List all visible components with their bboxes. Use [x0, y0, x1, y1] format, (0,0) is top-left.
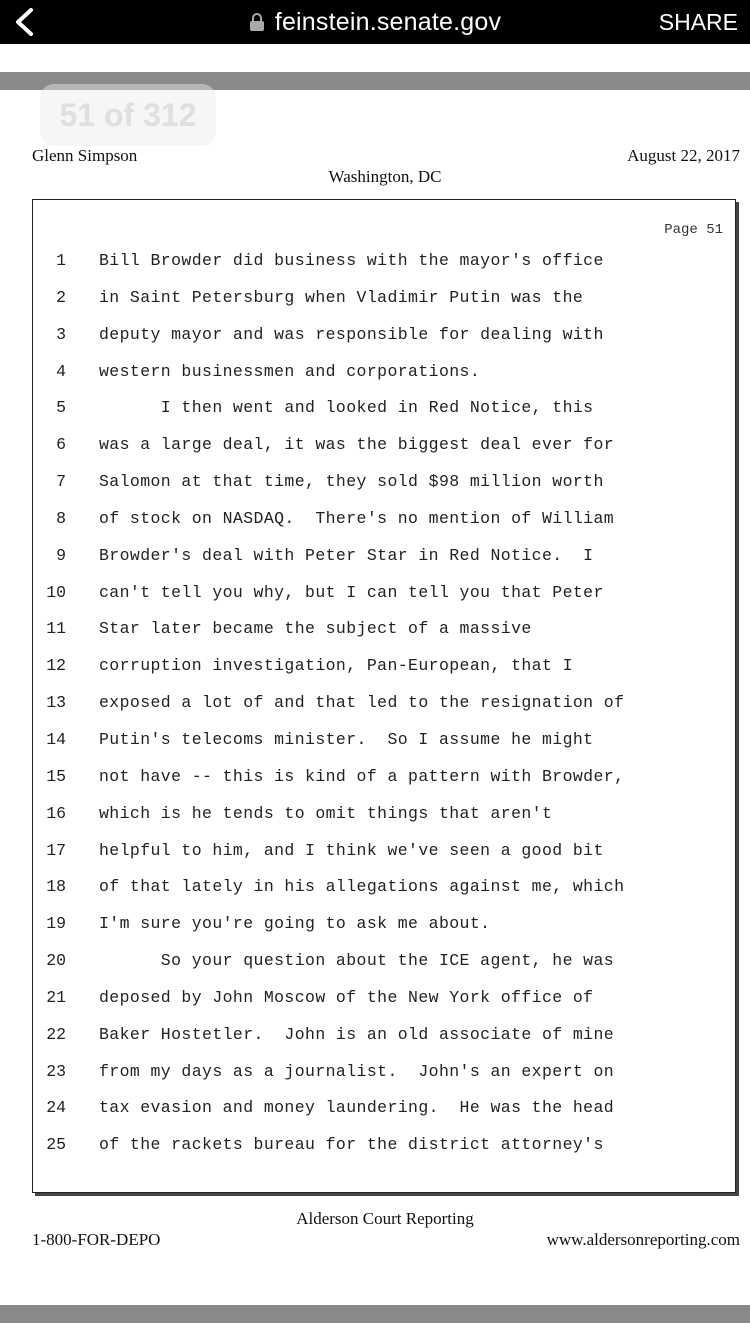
transcript-line [33, 759, 735, 796]
line-number: 6 [56, 435, 66, 455]
line-text: tax evasion and money laundering. He was the head [99, 1098, 615, 1118]
transcript-line [33, 796, 735, 833]
transcript-line [33, 869, 735, 906]
transcript-line [33, 317, 735, 354]
line-number: 5 [56, 398, 66, 418]
line-number: 3 [56, 324, 66, 344]
line-number: 18 [46, 877, 66, 897]
transcript-line [33, 943, 735, 980]
line-number: 10 [46, 582, 66, 602]
transcript-line [33, 611, 735, 648]
line-text: from my days as a journalist. John's an expert on [99, 1061, 615, 1081]
line-text: So your question about the ICE agent, he was [99, 951, 615, 971]
line-number: 4 [56, 361, 66, 381]
transcript-lines [33, 243, 735, 1164]
line-number: 21 [46, 987, 66, 1007]
transcript-line [33, 1017, 735, 1054]
line-number: 24 [46, 1098, 66, 1118]
line-text: Bill Browder did business with the mayor's office [99, 251, 604, 270]
transcript-line [33, 427, 735, 464]
header-date: August 22, 2017 [627, 146, 740, 165]
transcript-line [33, 575, 735, 612]
line-number: 2 [56, 287, 66, 307]
line-number: 16 [46, 803, 66, 823]
line-text: I'm sure you're going to ask me about. [99, 914, 491, 934]
url-text: feinstein.senate.gov [274, 7, 502, 36]
line-number: 9 [56, 545, 66, 565]
line-text: which is he tends to omit things that aren't [99, 803, 553, 823]
transcript-line [33, 1090, 735, 1127]
line-number: 1 [56, 251, 66, 270]
line-text: western businessmen and corporations. [99, 361, 481, 381]
line-number: 25 [46, 1135, 66, 1155]
transcript-line [33, 1054, 735, 1091]
transcript-line [33, 906, 735, 943]
line-number: 7 [56, 472, 66, 492]
line-number: 20 [46, 951, 66, 971]
line-number: 13 [46, 693, 66, 713]
line-number: 15 [46, 766, 66, 786]
line-text: Baker Hostetler. John is an old associate of mine [99, 1024, 615, 1044]
line-text: Browder's deal with Peter Star in Red Notice. I [99, 545, 594, 565]
transcript-line [33, 243, 735, 280]
line-text: of stock on NASDAQ. There's no mention of William [99, 508, 615, 528]
transcript-line [33, 722, 735, 759]
line-number: 8 [56, 508, 66, 528]
line-number: 22 [46, 1024, 66, 1044]
line-text: can't tell you why, but I can tell you that Peter [99, 582, 604, 602]
lock-icon [249, 12, 265, 32]
transcript-line [33, 501, 735, 538]
line-number: 12 [46, 656, 66, 676]
transcript-line [33, 464, 735, 501]
address-bar[interactable] [0, 0, 750, 44]
line-text: corruption investigation, Pan-European, that I [99, 656, 573, 676]
browser-top-bar [0, 0, 750, 44]
line-text: in Saint Petersburg when Vladimir Putin was the [99, 287, 584, 307]
line-text: deputy mayor and was responsible for dealing with [99, 324, 604, 344]
transcript-line [33, 354, 735, 391]
line-text: Salomon at that time, they sold $98 million worth [99, 472, 604, 492]
footer-phone: 1-800-FOR-DEPO [32, 1230, 161, 1249]
footer-reporter: Alderson Court Reporting [296, 1209, 474, 1228]
line-text: Star later became the subject of a massive [99, 619, 532, 639]
transcript-line [33, 390, 735, 427]
line-text: was a large deal, it was the biggest deal ever for [99, 435, 615, 455]
header-witness-name: Glenn Simpson [32, 146, 138, 165]
transcript-line [33, 1127, 735, 1164]
line-text: of the rackets bureau for the district attorney's [99, 1135, 604, 1155]
line-number: 17 [46, 840, 66, 860]
line-number: 14 [46, 729, 66, 749]
line-text: not have -- this is kind of a pattern with Browder, [99, 766, 625, 786]
page-counter: 51 of 312 [40, 84, 216, 146]
transcript-page [32, 199, 736, 1193]
line-text: of that lately in his allegations against me, which [99, 877, 625, 897]
page-separator-bottom [0, 1305, 750, 1323]
share-button[interactable]: SHARE [658, 8, 738, 35]
line-text: I then went and looked in Red Notice, this [99, 398, 594, 418]
footer-website[interactable]: www.aldersonreporting.com [546, 1230, 740, 1249]
line-number: 19 [46, 914, 66, 934]
page-number-label: Page 51 [664, 222, 723, 238]
line-text: exposed a lot of and that led to the resignation of [99, 693, 625, 713]
line-number: 23 [46, 1061, 66, 1081]
line-text: helpful to him, and I think we've seen a good bit [99, 840, 604, 860]
line-text: deposed by John Moscow of the New York office of [99, 987, 594, 1007]
transcript-line [33, 538, 735, 575]
transcript-line [33, 685, 735, 722]
header-location: Washington, DC [328, 167, 442, 186]
transcript-line [33, 833, 735, 870]
line-text: Putin's telecoms minister. So I assume he might [99, 729, 594, 749]
transcript-line [33, 280, 735, 317]
transcript-line [33, 648, 735, 685]
transcript-line [33, 980, 735, 1017]
line-number: 11 [46, 619, 66, 639]
